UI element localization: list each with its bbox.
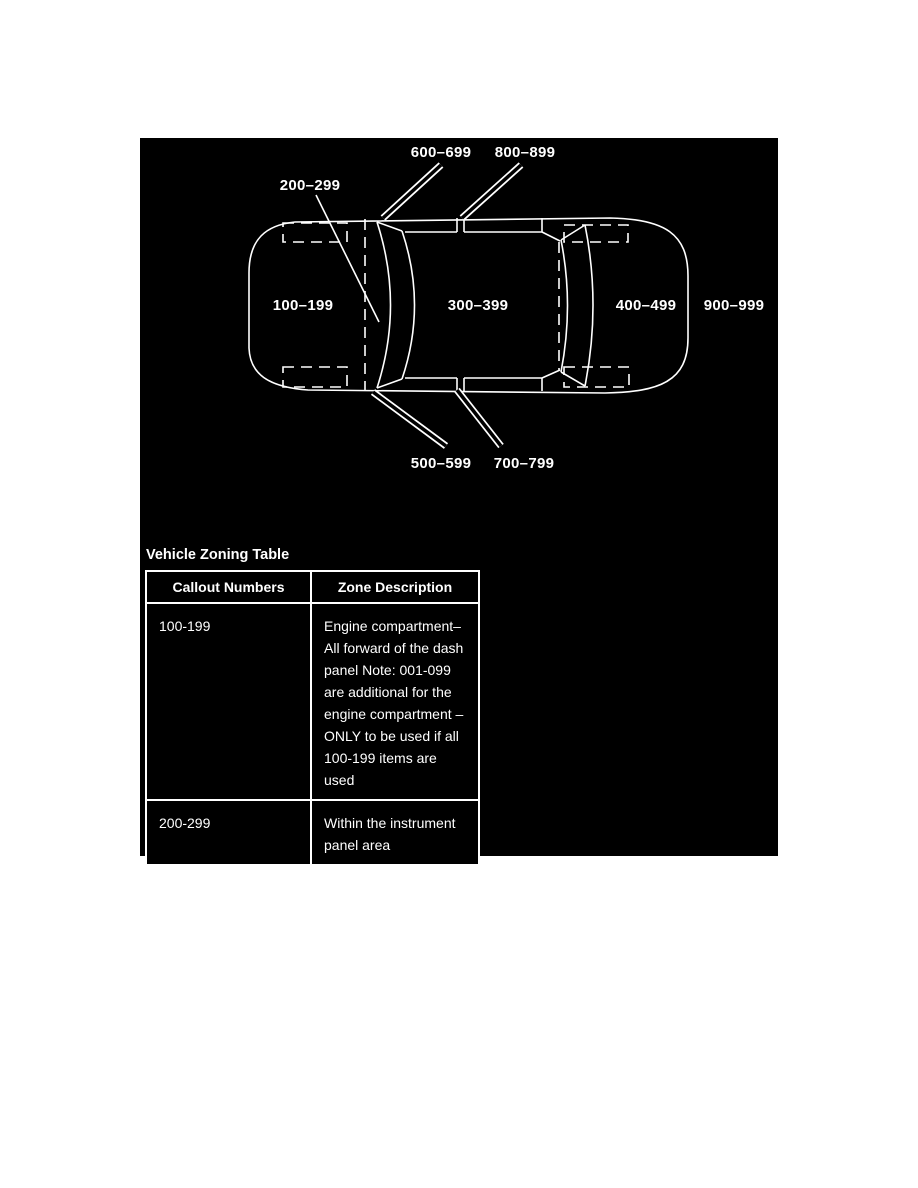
door-line-bottom (405, 370, 560, 391)
zone-label-200-299: 200–299 (279, 177, 341, 194)
windshield (377, 222, 391, 388)
zone-label-400-499: 400–499 (615, 297, 677, 314)
zone-label-700-799: 700–799 (493, 455, 555, 472)
vehicle-zoning-table (145, 570, 480, 866)
table-header-row (146, 571, 479, 603)
zone-label-300-399: 300–399 (447, 297, 509, 314)
a-pillar-bottom (377, 379, 402, 388)
rear-dashed-box-top (564, 225, 628, 242)
vehicle-zoning-diagram (140, 138, 778, 483)
windshield-inner (402, 231, 415, 379)
door-line-top (405, 218, 560, 241)
description-cell-100-199: Engine compartment– All forward of the dash panel Note: 001-099 are additional for the engine compartment – ONLY to be used if all 100-199 items are used (311, 603, 479, 800)
description-cell-200-299: Within the instrument panel area (311, 800, 479, 865)
callout-cell-200-299: 200-299 (146, 800, 311, 865)
table-row (146, 603, 479, 800)
zone-label-600-699: 600–699 (410, 144, 472, 161)
column-header-zone-description: Zone Description (311, 571, 479, 603)
callout-cell-100-199: 100-199 (146, 603, 311, 800)
zone-label-900-999: 900–999 (703, 297, 765, 314)
a-pillar-top (377, 222, 402, 231)
zone-label-500-599: 500–599 (410, 455, 472, 472)
table-title: Vehicle Zoning Table (146, 547, 290, 563)
zone-label-100-199: 100–199 (272, 297, 334, 314)
front-dashed-box-bottom (283, 367, 347, 387)
table-row (146, 800, 479, 865)
rear-window (585, 225, 593, 386)
figure-panel (140, 138, 778, 856)
rear-window-inner (561, 240, 568, 372)
rear-dashed-box-bottom (564, 367, 629, 387)
column-header-callout-numbers: Callout Numbers (146, 571, 311, 603)
zone-label-800-899: 800–899 (494, 144, 556, 161)
